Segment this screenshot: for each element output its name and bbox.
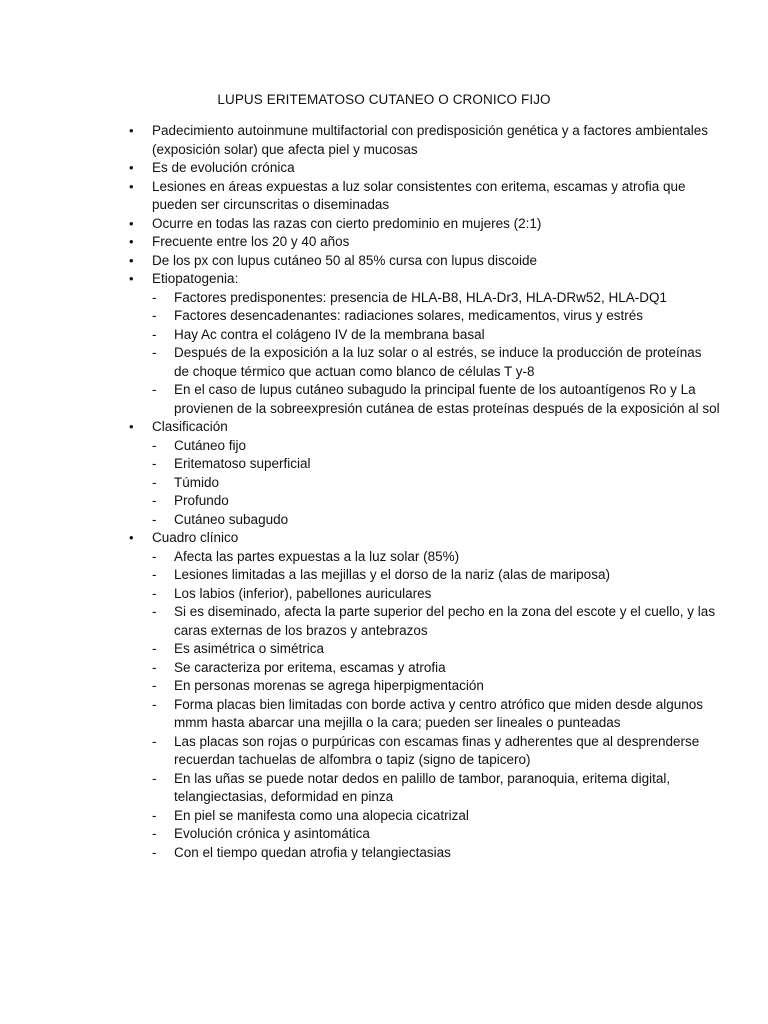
- sub-item: - Los labios (inferior), pabellones auriculares: [152, 585, 720, 604]
- sub-item: - Evolución crónica y asintomática: [152, 825, 720, 844]
- bullet-text: Ocurre en todas las razas con cierto predominio en mujeres (2:1): [152, 215, 542, 231]
- bullet-text: Padecimiento autoinmune multifactorial con predisposición genética y a factores ambientales (exposición solar) que afecta piel y mucosas: [152, 123, 709, 157]
- sub-item: - Túmido: [152, 474, 720, 493]
- bullet-item: [120, 122, 720, 159]
- sub-item: - Factores desencadenantes: radiaciones solares, medicamentos, virus y estrés: [152, 307, 720, 326]
- bullet-item: [120, 233, 720, 252]
- bullet-item: [120, 159, 720, 178]
- bullet-item: [120, 529, 720, 862]
- sub-item: - Profundo: [152, 492, 720, 511]
- sub-item: - Lesiones limitadas a las mejillas y el dorso de la nariz (alas de mariposa): [152, 566, 720, 585]
- document-title: LUPUS ERITEMATOSO CUTANEO O CRONICO FIJO: [217, 92, 551, 107]
- sub-item: - Afecta las partes expuestas a la luz solar (85%): [152, 548, 720, 567]
- bullet-item: [120, 418, 720, 529]
- sub-item: - Con el tiempo quedan atrofia y telangiectasias: [152, 844, 720, 863]
- sub-item: - Hay Ac contra el colágeno IV de la membrana basal: [152, 326, 720, 345]
- bullet-text: Es de evolución crónica: [152, 160, 295, 175]
- sub-item: - Factores predisponentes: presencia de HLA-B8, HLA-Dr3, HLA-DRw52, HLA-DQ1: [152, 289, 720, 308]
- sub-item: - Es asimétrica o simétrica: [152, 640, 720, 659]
- sub-list: [152, 289, 720, 419]
- bullet-text: Frecuente entre los 20 y 40 años: [152, 234, 350, 249]
- bullet-text: Lesiones en áreas expuestas a luz solar consistentes con eritema, escamas y atrofia que pueden ser circunscritas o diseminadas: [152, 178, 686, 212]
- sub-item: - En las uñas se puede notar dedos en palillo de tambor, paranoquia, eritema digital, telangiectasias, deformidad en pinza: [152, 770, 720, 807]
- sub-item: - En piel se manifesta como una alopecia cicatrizal: [152, 807, 720, 826]
- sub-item: - En el caso de lupus cutáneo subagudo la principal fuente de los autoantígenos Ro y La provienen de la sobreexpresión cutánea de estas proteínas después de la exposición al sol: [152, 381, 720, 418]
- bullet-item: [120, 270, 720, 418]
- sub-item: - Cutáneo subagudo: [152, 511, 720, 530]
- bullet-item: [120, 252, 720, 271]
- sub-item: - Las placas son rojas o purpúricas con escamas finas y adherentes que al desprenderse recuerdan tachuelas de alfombra o tapiz (signo de tapicero): [152, 733, 720, 770]
- sub-item: - Se caracteriza por eritema, escamas y atrofia: [152, 659, 720, 678]
- bullet-text: Clasificación: [152, 419, 228, 434]
- sub-item: - En personas morenas se agrega hiperpigmentación: [152, 677, 720, 696]
- bullet-list: [120, 122, 720, 862]
- bullet-text: Etiopatogenia:: [152, 271, 239, 286]
- sub-list: [152, 437, 720, 530]
- bullet-text: De los px con lupus cutáneo 50 al 85% cursa con lupus discoide: [152, 252, 537, 268]
- sub-list: [152, 548, 720, 863]
- sub-item: - Cutáneo fijo: [152, 437, 720, 456]
- bullet-item: [120, 215, 720, 234]
- bullet-text: Cuadro clínico: [152, 530, 239, 545]
- sub-item: - Eritematoso superficial: [152, 455, 720, 474]
- sub-item: - Después de la exposición a la luz solar o al estrés, se induce la producción de proteínas de choque térmico que actuan como blanco de células T y-8: [152, 344, 720, 381]
- sub-item: - Forma placas bien limitadas con borde activa y centro atrófico que miden desde algunos mmm hasta abarcar una mejilla o la cara; pueden ser lineales o punteadas: [152, 696, 720, 733]
- sub-item: - Si es diseminado, afecta la parte superior del pecho en la zona del escote y el cuello, y las caras externas de los brazos y antebrazos: [152, 603, 720, 640]
- bullet-item: [120, 178, 720, 215]
